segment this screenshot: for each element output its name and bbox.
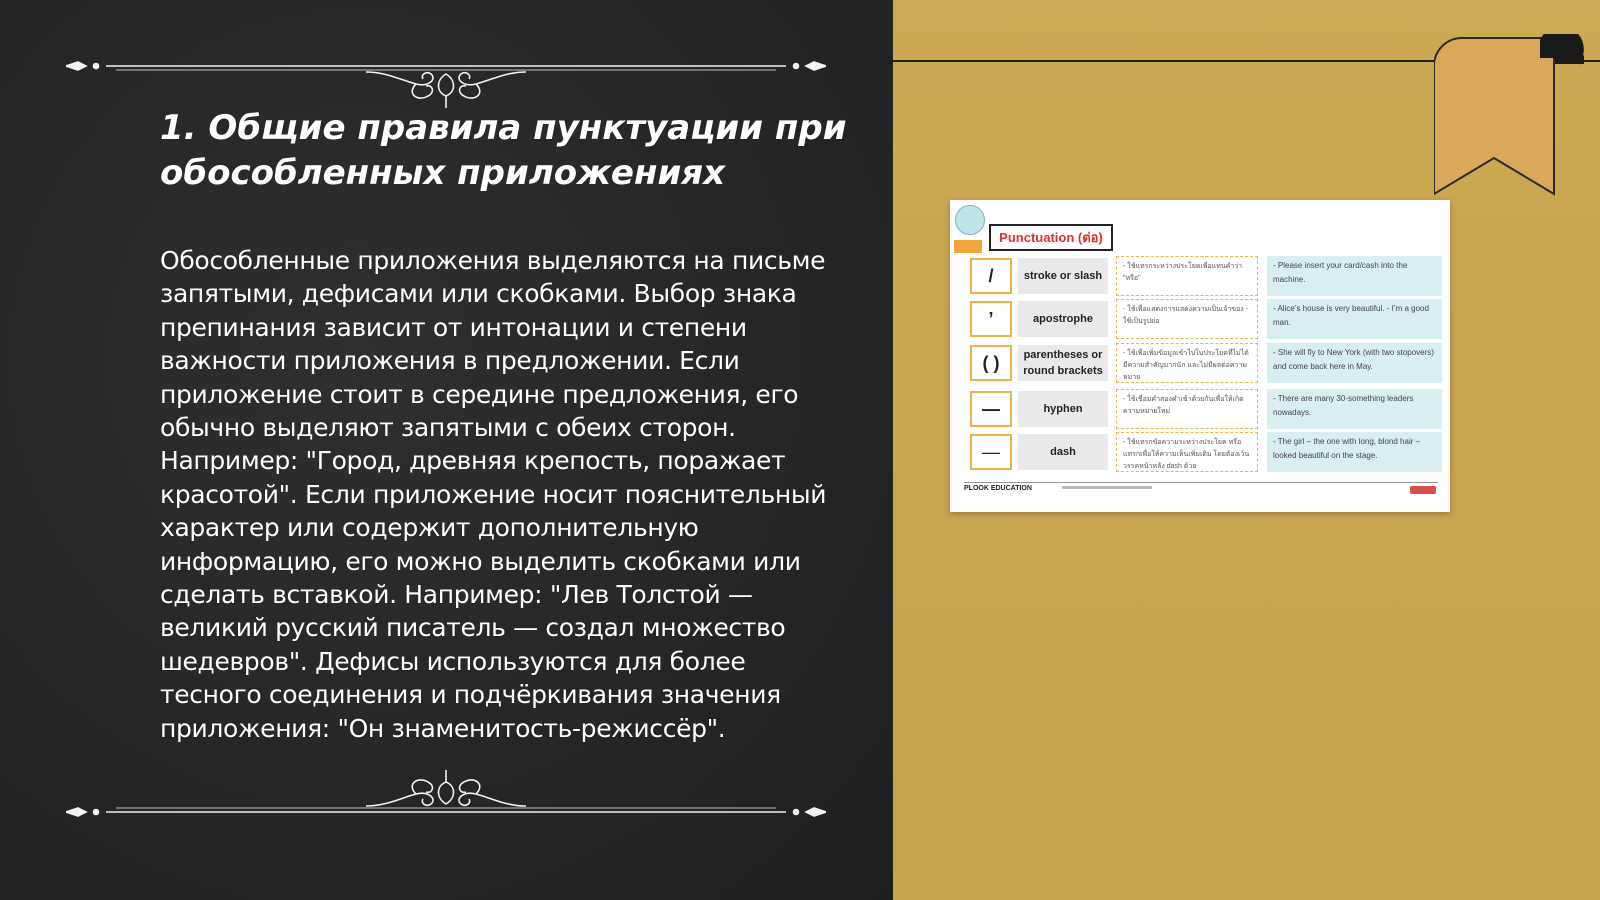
bookmark-ribbon: [1434, 34, 1584, 204]
top-ornament-divider: [66, 50, 826, 110]
symbol-box: ( ): [970, 345, 1012, 381]
symbol-name: apostrophe: [1018, 301, 1108, 337]
card-row-slash: [970, 258, 1440, 298]
logo-bar-icon: [954, 240, 982, 253]
symbol-name: dash: [1018, 434, 1108, 470]
example-text: - The girl – the one with long, blond hair – looked beautiful on the stage.: [1267, 432, 1442, 472]
card-row-dash: [970, 434, 1440, 474]
example-text: - She will fly to New York (with two stopovers) and come back here in May.: [1267, 343, 1442, 383]
example-text: - Please insert your card/cash into the machine.: [1267, 256, 1442, 296]
slide-title: 1. Общие правила пунктуации при обособленных приложениях: [160, 108, 847, 193]
thai-description: - ใช้แทรกระหว่างประโยคเพื่อแทนคำว่า "หรือ": [1116, 256, 1258, 296]
card-footer-small-text: [1062, 486, 1152, 489]
card-title: Punctuation (ต่อ): [989, 224, 1113, 251]
symbol-box: ’: [970, 301, 1012, 337]
bottom-ornament-divider: [66, 768, 826, 828]
card-row-apostrophe: [970, 301, 1440, 341]
symbol-name: parentheses or round brackets: [1018, 345, 1108, 381]
symbol-name: hyphen: [1018, 391, 1108, 427]
card-row-parentheses: [970, 345, 1440, 385]
card-footer-brand: PLOOK EDUCATION: [964, 485, 1032, 492]
punctuation-chart-image: [950, 200, 1450, 512]
logo-circle-icon: [955, 205, 985, 235]
symbol-name: stroke or slash: [1018, 258, 1108, 294]
symbol-box: —: [970, 434, 1012, 470]
example-text: - Alice’s house is very beautiful. - I’m a good man.: [1267, 299, 1442, 339]
example-text: - There are many 30-something leaders nowadays.: [1267, 389, 1442, 429]
symbol-box: /: [970, 258, 1012, 294]
thai-description: - ใช้เชื่อมคำสองคำเข้าด้วยกันเพื่อให้เกิดความหมายใหม่: [1116, 389, 1258, 429]
slide-body-text: Обособленные приложения выделяются на письме запятыми, дефисами или скобками. Выбор знака препинания зависит от интонации и степени важности приложения в предложении. Если приложение стоит в середине предложения, его обычно выделяют запятыми с обеих сторон. Например: "Город, древняя крепость, поражает красотой". Если приложение носит пояснительный характер или содержит дополнительную информацию, его можно выделить скобками или сделать вставкой. Например: "Лев Толстой — великий русский писатель — создал множество шедевров". Дефисы используются для более тесного соединения и подчёркивания значения приложения: "Он знаменитость-режиссёр".: [160, 246, 827, 743]
thai-description: - ใช้เพื่อแสดงการแสดงความเป็นเจ้าของ - ใช้เป็นรูปย่อ: [1116, 299, 1258, 339]
thai-description: - ใช้เพื่อเพิ่มข้อมูลเข้าไปในประโยคที่ไม่ได้มีความสำคัญมากนัก และไม่มีผลต่อความหมาย: [1116, 343, 1258, 383]
card-footer-divider: [964, 482, 1438, 483]
card-footer-logo-icon: [1410, 486, 1436, 494]
card-row-hyphen: [970, 391, 1440, 431]
symbol-box: —: [970, 391, 1012, 427]
thai-description: - ใช้แทรกข้อความระหว่างประโยค หรือแทรกเพื่อให้ความเห็นเพิ่มเติม โดยต้องเว้นวรรคหน้าหลัง dash ด้วย: [1116, 432, 1258, 472]
